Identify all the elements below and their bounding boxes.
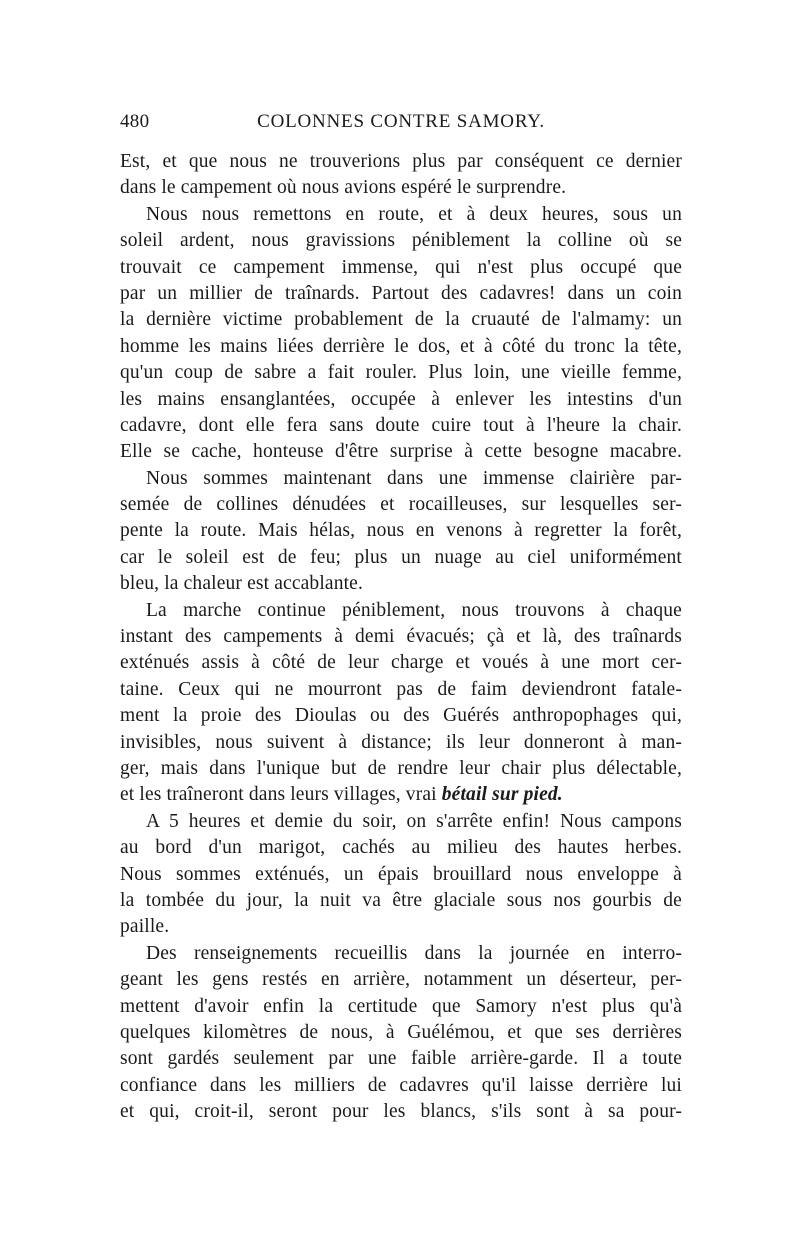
paragraph [120, 466, 682, 598]
text-line: car le soleil est de feu; plus un nuage au ciel uniformément [120, 546, 682, 568]
text-line: dans le campement où nous avions espéré le surprendre. [120, 177, 567, 199]
text-line: cadavre, dont elle fera sans doute cuire tout à l'heure la chair. [120, 414, 682, 436]
text-line: par un millier de traînards. Partout des cadavres! dans un coin [120, 282, 682, 304]
text-line: geant les gens restés en arrière, notamment un déserteur, per- [120, 969, 682, 991]
emphasis-text: bétail sur pied. [441, 784, 563, 806]
page-number: 480 [120, 111, 150, 132]
paragraph [120, 149, 682, 202]
text-line-start: et les traîneront dans leurs villages, vrai [120, 784, 437, 806]
text-line: paille. [120, 916, 170, 938]
text-line: pente la route. Mais hélas, nous en venons à regretter la forêt, [120, 520, 682, 542]
text-line: sont gardés seulement par une faible arrière-garde. Il a toute [120, 1048, 682, 1070]
text-line: instant des campements à demi évacués; çà et là, des traînards [120, 626, 682, 648]
text-line: Des renseignements recueillis dans la journée en interro- [146, 942, 682, 964]
text-line: homme les mains liées derrière le dos, et à côté du tronc la tête, [120, 335, 682, 357]
text-line: soleil ardent, nous gravissions péniblement la colline où se [120, 230, 682, 252]
text-line: qu'un coup de sabre a fait rouler. Plus loin, une vieille femme, [120, 362, 682, 384]
text-line: semée de collines dénudées et rocailleuses, sur lesquelles ser- [120, 494, 682, 516]
text-line: Nous sommes exténués, un épais brouillard nous enveloppe à [120, 863, 682, 885]
text-line: Elle se cache, honteuse d'être surprise à cette besogne macabre. [120, 441, 682, 463]
text-line: confiance dans les milliers de cadavres qu'il laisse derrière lui [120, 1074, 682, 1096]
text-line: mettent d'avoir enfin la certitude que Samory n'est plus qu'à [120, 995, 682, 1017]
text-line: Nous sommes maintenant dans une immense clairière par- [146, 467, 682, 489]
text-line: la dernière victime probablement de la cruauté de l'almamy: un [120, 309, 682, 331]
text-line: Nous nous remettons en route, et à deux heures, sous un [146, 203, 682, 225]
text-line: ment la proie des Dioulas ou des Guérés anthropophages qui, [120, 705, 682, 727]
paragraph [120, 941, 682, 1126]
paragraph [120, 809, 682, 941]
text-line: au bord d'un marigot, cachés au milieu des hautes herbes. [120, 837, 682, 859]
body-text [120, 149, 682, 1125]
text-line: taine. Ceux qui ne mourront pas de faim deviendront fatale- [120, 678, 682, 700]
text-line [120, 782, 682, 808]
text-line: A 5 heures et demie du soir, on s'arrête enfin! Nous campons [146, 810, 682, 832]
text-line: La marche continue péniblement, nous trouvons à chaque [146, 599, 682, 621]
paragraph [120, 202, 682, 466]
text-line: exténués assis à côté de leur charge et voués à une mort cer- [120, 652, 682, 674]
text-line: et qui, croit-il, seront pour les blancs, s'ils sont à sa pour- [120, 1101, 682, 1123]
text-line: la tombée du jour, la nuit va être glaciale sous nos gourbis de [120, 889, 682, 911]
paragraph [120, 598, 682, 809]
text-line: invisibles, nous suivent à distance; ils leur donneront à man- [120, 731, 682, 753]
text-line: bleu, la chaleur est accablante. [120, 573, 363, 595]
text-line: trouvait ce campement immense, qui n'est plus occupé que [120, 256, 682, 278]
page-header [120, 111, 682, 141]
running-title: COLONNES CONTRE SAMORY. [257, 111, 545, 132]
text-line: ger, mais dans l'unique but de rendre leur chair plus délectable, [120, 757, 682, 779]
text-line: Est, et que nous ne trouverions plus par conséquent ce dernier [120, 151, 682, 172]
text-line: quelques kilomètres de nous, à Guélémou, et que ses derrières [120, 1021, 682, 1043]
text-line: les mains ensanglantées, occupée à enlever les intestins d'un [120, 388, 682, 410]
